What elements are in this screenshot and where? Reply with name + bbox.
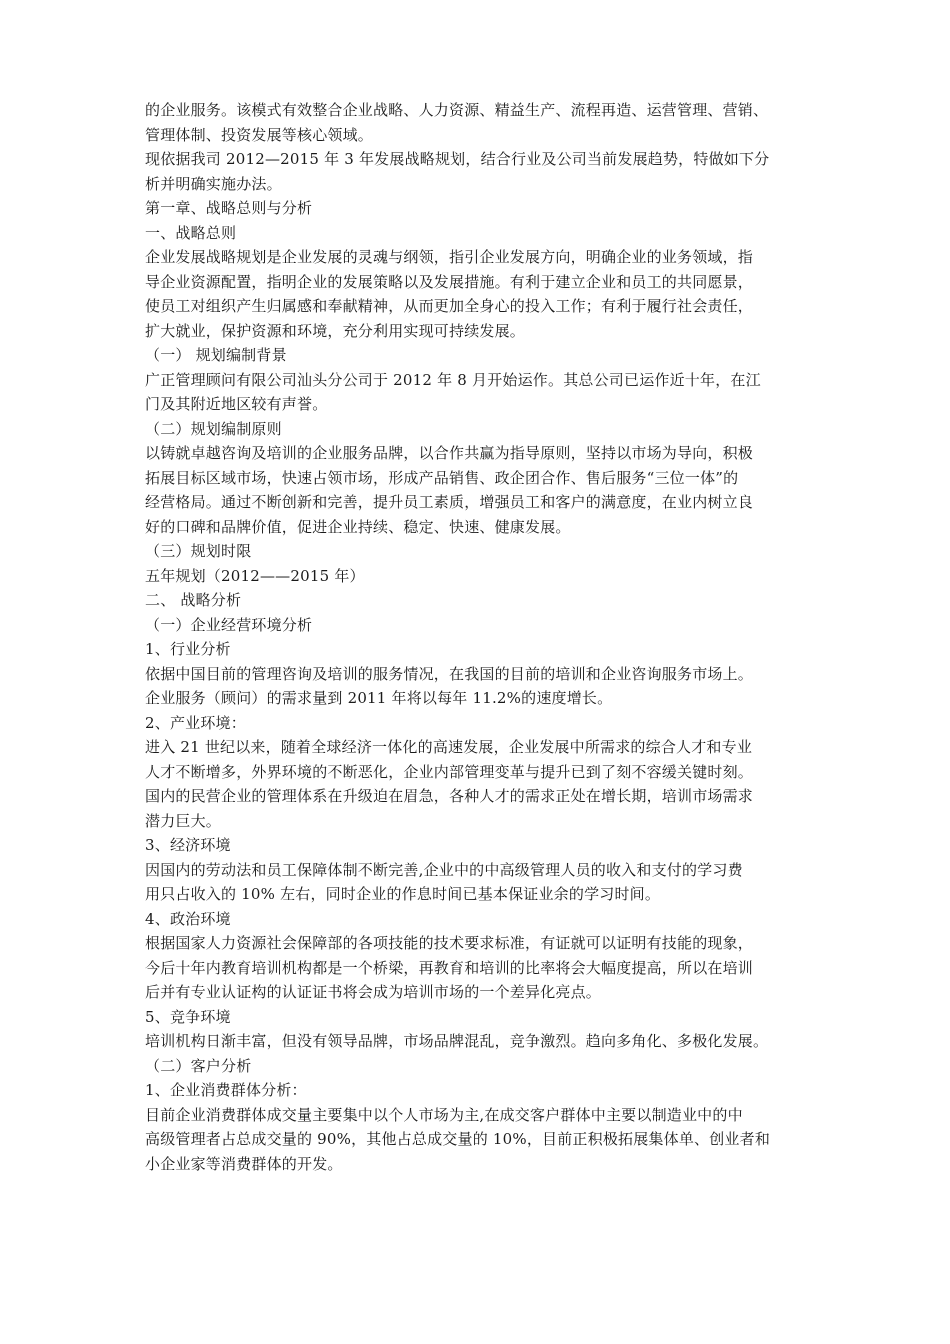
- subsection-heading: （二）规划编制原则: [145, 419, 282, 438]
- section-heading: 二、 战略分析: [145, 591, 242, 609]
- text-line: 的企业服务。该模式有效整合企业战略、人力资源、精益生产、流程再造、运营管理、营销、: [145, 101, 769, 119]
- subsection-heading: （三）规划时限: [145, 542, 252, 560]
- text-line: 企业服务（顾问）的需求量到 2011 年将以每年 11.2%的速度增长。: [145, 689, 613, 707]
- item-heading: 3、经济环境: [145, 836, 231, 854]
- text-line: 用只占收入的 10% 左右，同时企业的作息时间已基本保证业余的学习时间。: [145, 885, 661, 903]
- chapter-heading: 第一章、战略总则与分析: [145, 199, 313, 217]
- text-line: 高级管理者占总成交量的 90%，其他占总成交量的 10%，目前正积极拓展集体单、创业者和: [145, 1130, 771, 1148]
- text-line: 进入 21 世纪以来，随着全球经济一体化的高速发展，企业发展中所需求的综合人才和专业: [145, 738, 753, 756]
- section-heading: 一、战略总则: [145, 223, 237, 242]
- text-line: 目前企业消费群体成交量主要集中以个人市场为主,在成交客户群体中主要以制造业中的中: [145, 1105, 743, 1124]
- text-line: 拓展目标区域市场，快速占领市场，形成产品销售、政企团合作、售后服务“三位一体”的: [145, 468, 739, 487]
- item-heading: 1、行业分析: [145, 640, 231, 658]
- item-heading: 4、政治环境: [145, 909, 231, 928]
- text-line: 今后十年内教育培训机构都是一个桥梁，再教育和培训的比率将会大幅度提高，所以在培训: [145, 958, 754, 977]
- text-line: 小企业家等消费群体的开发。: [145, 1154, 343, 1173]
- text-line: 培训机构日渐丰富，但没有领导品牌，市场品牌混乱，竞争激烈。趋向多角化、多极化发展。: [145, 1032, 769, 1050]
- text-line: 好的口碑和品牌价值，促进企业持续、稳定、快速、健康发展。: [145, 517, 571, 536]
- subsection-heading: （一）企业经营环境分析: [145, 615, 313, 634]
- item-heading: 5、竞争环境: [145, 1007, 231, 1026]
- text-line: 析并明确实施办法。: [145, 174, 282, 193]
- text-line: 五年规划（2012——2015 年）: [145, 566, 365, 585]
- text-line: 依据中国目前的管理咨询及培训的服务情况，在我国的目前的培训和企业咨询服务市场上。: [145, 664, 754, 683]
- document-body: [145, 98, 817, 1176]
- subsection-heading: （一） 规划编制背景: [145, 346, 287, 364]
- text-line: 管理体制、投资发展等核心领域。: [145, 125, 374, 144]
- text-line: 扩大就业，保护资源和环境，充分利用实现可持续发展。: [145, 321, 526, 340]
- text-line: 因国内的劳动法和员工保障体制不断完善,企业中的中高级管理人员的收入和支付的学习费: [145, 860, 743, 879]
- text-line: 以铸就卓越咨询及培训的企业服务品牌，以合作共赢为指导原则，坚持以市场为导向，积极: [145, 444, 754, 462]
- text-line: 门及其附近地区较有声誉。: [145, 395, 328, 413]
- text-line: 广正管理顾问有限公司汕头分公司于 2012 年 8 月开始运作。其总公司已运作近十年，在江: [145, 370, 761, 389]
- item-heading: 2、产业环境：: [145, 713, 246, 732]
- text-line: 导企业资源配置，指明企业的发展策略以及发展措施。有利于建立企业和员工的共同愿景，: [145, 272, 754, 291]
- text-line: 企业发展战略规划是企业发展的灵魂与纲领，指引企业发展方向，明确企业的业务领域，指: [145, 248, 754, 266]
- text-line: 经营格局。通过不断创新和完善，提升员工素质，增强员工和客户的满意度，在业内树立良: [145, 493, 754, 511]
- text-line: 根据国家人力资源社会保障部的各项技能的技术要求标准，有证就可以证明有技能的现象，: [145, 934, 754, 952]
- text-line: 人才不断增多，外界环境的不断恶化，企业内部管理变革与提升已到了刻不容缓关键时刻。: [145, 762, 754, 781]
- text-line: 潜力巨大。: [145, 811, 222, 830]
- item-heading: 1、企业消费群体分析：: [145, 1081, 307, 1099]
- text-line: 国内的民营企业的管理体系在升级迫在眉急，各种人才的需求正处在增长期，培训市场需求: [145, 787, 754, 805]
- subsection-heading: （二）客户分析: [145, 1056, 252, 1075]
- text-line: 现依据我司 2012—2015 年 3 年发展战略规划，结合行业及公司当前发展趋势，特做如下分: [145, 150, 770, 168]
- text-line: 后并有专业认证构的认证证书将会成为培训市场的一个差异化亮点。: [145, 983, 602, 1001]
- text-line: 使员工对组织产生归属感和奉献精神，从而更加全身心的投入工作；有利于履行社会责任，: [145, 297, 754, 315]
